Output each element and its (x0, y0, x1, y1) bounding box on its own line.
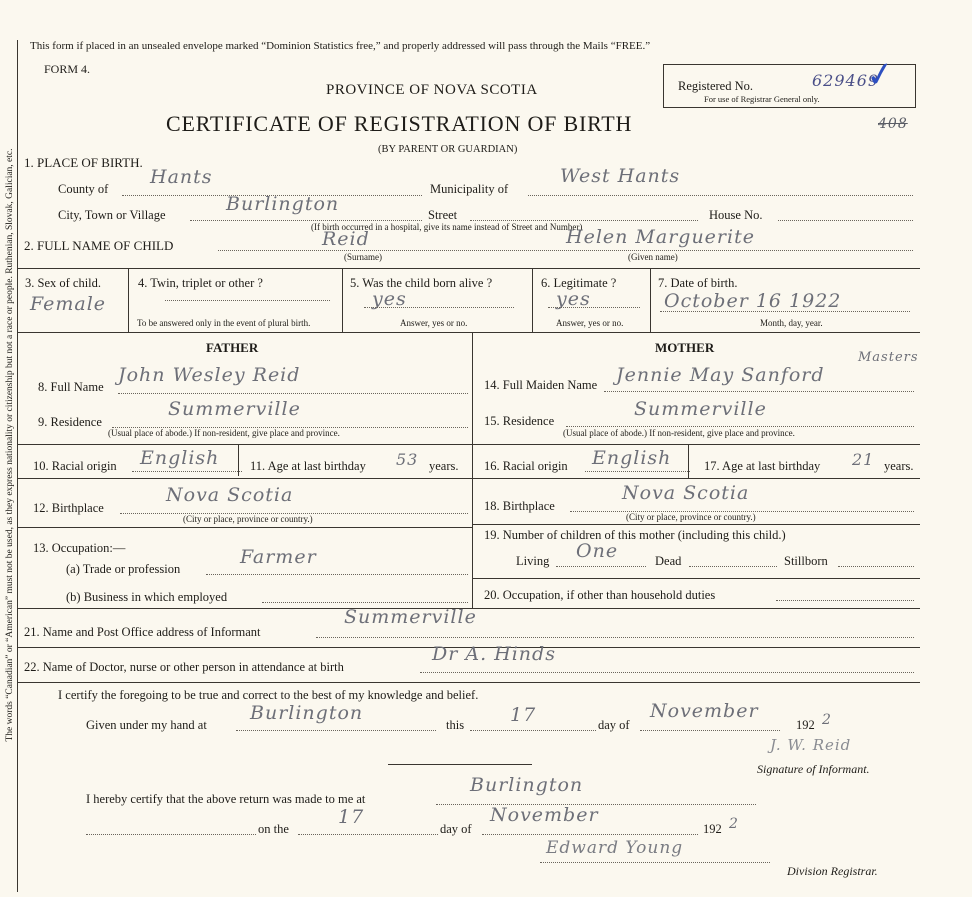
doctor-label: 22. Name of Doctor, nurse or other person in attendance at birth (24, 660, 344, 674)
father-residence-note: (Usual place of abode.) If non-resident, give place and province. (108, 428, 340, 438)
registrar-statement: I hereby certify that the above return was made to me at (86, 792, 366, 806)
father-age-value: 53 (396, 450, 419, 469)
registrar-place-value: Burlington (470, 774, 584, 796)
alive-value: yes (372, 288, 407, 310)
doctor-value: Dr A. Hinds (432, 643, 556, 665)
informant-value: Summerville (344, 606, 477, 628)
father-name-label: 8. Full Name (38, 380, 104, 394)
mother-birthplace-note: (City or place, province or country.) (626, 512, 756, 522)
father-residence-value: Summerville (168, 398, 301, 420)
living-label: Living (516, 554, 550, 568)
mother-residence-label: 15. Residence (484, 414, 555, 428)
twin-note: To be answered only in the event of plural birth. (137, 318, 311, 328)
father-residence-label: 9. Residence (38, 415, 102, 429)
informant-signature: J. W. Reid (770, 736, 852, 754)
father-years: years. (429, 459, 459, 473)
child-name-label: 2. FULL NAME OF CHILD (24, 238, 174, 253)
alive-label: 5. Was the child born alive ? (350, 276, 493, 290)
dob-caption: Month, day, year. (760, 318, 823, 328)
registrar-signature: Edward Young (546, 838, 684, 858)
city-value: Burlington (226, 193, 340, 215)
dob-value: October 16 1922 (664, 290, 842, 312)
father-heading: FATHER (206, 340, 259, 355)
registrar-day-value: 17 (338, 806, 365, 828)
mother-racial-label: 16. Racial origin (484, 459, 568, 473)
legitimate-value: yes (556, 288, 591, 310)
father-name-value: John Wesley Reid (118, 364, 301, 386)
mother-age-value: 21 (852, 450, 875, 469)
informant-signature-caption: Signature of Informant. (757, 762, 870, 776)
street-label: Street (428, 208, 458, 222)
form-number: FORM 4. (44, 62, 91, 76)
father-racial-label: 10. Racial origin (33, 459, 117, 473)
mail-notice: This form if placed in an unsealed envelope marked “Dominion Statistics free,” and properly addressed will pass through the Mails “FREE.” (30, 40, 651, 52)
province-heading: PROVINCE OF NOVA SCOTIA (326, 82, 538, 98)
municipality-value: West Hants (560, 165, 681, 187)
alive-caption: Answer, yes or no. (400, 318, 468, 328)
legitimate-caption: Answer, yes or no. (556, 318, 624, 328)
place-of-birth-label: 1. PLACE OF BIRTH. (24, 155, 143, 170)
page-subtitle: (BY PARENT OR GUARDIAN) (378, 144, 518, 155)
given-caption: (Given name) (628, 252, 678, 262)
father-age-label: 11. Age at last birthday (250, 459, 366, 473)
sex-label: 3. Sex of child. (25, 276, 102, 290)
certify-month-value: November (650, 700, 759, 722)
dob-label: 7. Date of birth. (658, 276, 738, 290)
this-label: this (446, 718, 465, 732)
division-registrar-caption: Division Registrar. (787, 864, 878, 878)
father-birthplace-note: (City or place, province or country.) (183, 514, 313, 524)
day-of-label: day of (598, 718, 630, 732)
sex-value: Female (30, 293, 107, 315)
on-the-label: on the (258, 822, 289, 836)
given-place-value: Burlington (250, 702, 364, 724)
father-trade-value: Farmer (240, 546, 317, 568)
living-value: One (576, 540, 619, 562)
mother-racial-value: English (592, 447, 672, 469)
father-racial-value: English (140, 447, 220, 469)
county-value: Hants (150, 166, 213, 188)
registered-number: 629469 (812, 71, 880, 90)
given-under-label: Given under my hand at (86, 718, 207, 732)
side-notice: The words “Canadian” or “American” must not be used, as they express nationality or citizenship but not a race or people. Ruthenian, Slovak, Galician, etc. (5, 148, 15, 742)
legitimate-label: 6. Legitimate ? (541, 276, 617, 290)
dead-label: Dead (655, 554, 682, 568)
mother-name-label: 14. Full Maiden Name (484, 378, 598, 392)
mother-children-label: 19. Number of children of this mother (including this child.) (484, 528, 786, 542)
hospital-note: (If birth occurred in a hospital, give its name instead of Street and Number) (311, 222, 583, 232)
registrar-year-prefix: 192 (703, 822, 722, 836)
mother-age-label: 17. Age at last birthday (704, 459, 821, 473)
father-birthplace-label: 12. Birthplace (33, 501, 104, 515)
mother-name-insert: Masters (858, 350, 919, 365)
twin-label: 4. Twin, triplet or other ? (138, 276, 263, 290)
informant-label: 21. Name and Post Office address of Informant (24, 625, 261, 639)
surname-caption: (Surname) (344, 252, 382, 262)
certify-statement: I certify the foregoing to be true and correct to the best of my knowledge and belief. (58, 688, 479, 702)
father-occupation-label: 13. Occupation:— (33, 541, 126, 555)
stillborn-label: Stillborn (784, 554, 828, 568)
father-trade-label: (a) Trade or profession (66, 562, 181, 576)
mother-heading: MOTHER (655, 340, 715, 355)
father-birthplace-value: Nova Scotia (166, 484, 294, 506)
registrar-month-value: November (490, 804, 599, 826)
margin-mark: 408 (878, 116, 908, 132)
mother-years: years. (884, 459, 914, 473)
city-label: City, Town or Village (58, 208, 166, 222)
child-surname-value: Reid (322, 228, 370, 250)
county-label: County of (58, 182, 109, 196)
municipality-label: Municipality of (430, 182, 509, 196)
registered-label: Registered No. (678, 79, 753, 93)
mother-residence-value: Summerville (634, 398, 767, 420)
father-business-label: (b) Business in which employed (66, 590, 228, 604)
check-mark-icon: ✓ (863, 55, 898, 96)
page-title: CERTIFICATE OF REGISTRATION OF BIRTH (166, 111, 633, 136)
house-label: House No. (709, 208, 763, 222)
registrar-year-digit: 2 (729, 816, 739, 832)
mother-occupation-label: 20. Occupation, if other than household duties (484, 588, 716, 602)
child-given-value: Helen Marguerite (566, 226, 755, 248)
mother-birthplace-label: 18. Birthplace (484, 499, 555, 513)
certify-day-value: 17 (510, 704, 537, 726)
certify-year-digit: 2 (822, 712, 832, 728)
mother-birthplace-value: Nova Scotia (622, 482, 750, 504)
mother-name-value: Jennie May Sanford (616, 364, 825, 386)
registration-box (663, 55, 916, 108)
certify-year-prefix: 192 (796, 718, 815, 732)
registrar-day-of-label: day of (440, 822, 472, 836)
mother-residence-note: (Usual place of abode.) If non-resident, give place and province. (563, 428, 795, 438)
registrar-note: For use of Registrar General only. (704, 94, 820, 104)
